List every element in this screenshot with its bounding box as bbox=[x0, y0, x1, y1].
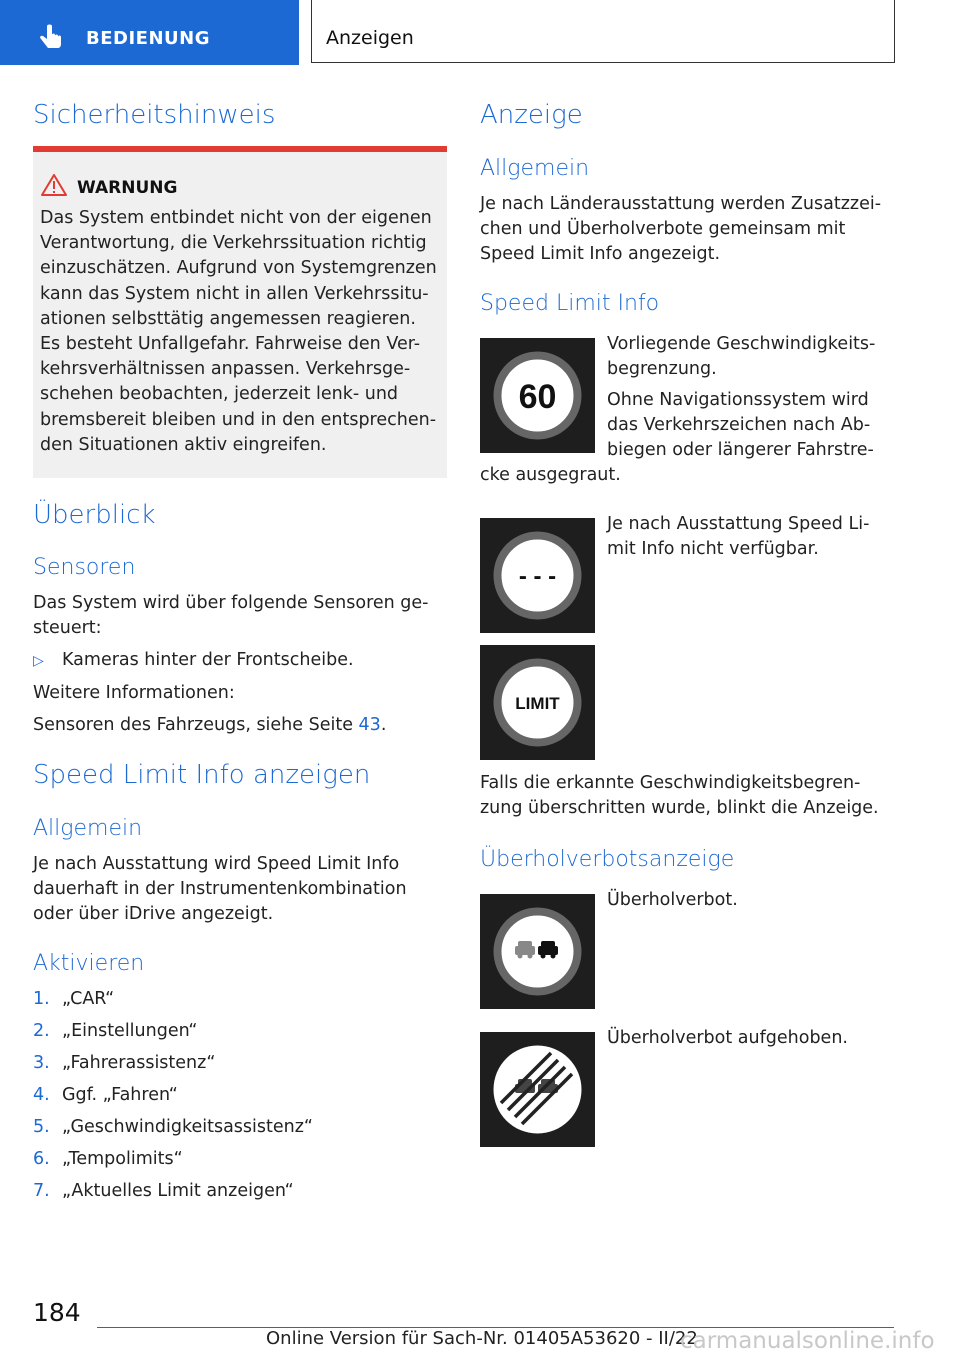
no-overtaking-sign bbox=[480, 894, 595, 1009]
safety-heading: Sicherheitshinweis bbox=[33, 100, 276, 130]
sli-text-3: Je nach Ausstattung Speed Li- mit Info nicht verfügbar. bbox=[607, 514, 870, 559]
hand-touch-icon bbox=[38, 24, 64, 52]
general-heading-left: Allgemein bbox=[33, 816, 143, 841]
section-tab[interactable] bbox=[0, 0, 299, 65]
warning-box bbox=[33, 146, 447, 478]
warning-text: Das System entbindet nicht von der eigenen Verantwortung, die Verkehrssituation richtig einzuschätzen. Aufgrund von Systemgrenzen kann das System nicht in allen Verkehrssitu- ationen selbsttätig angemessen reagieren. Es besteht Unfallgefahr. Fahrweise den Ver- kehrsverhältnissen anpassen. Verkehrsge- schehen beobachten, jederzeit lenk- und bremsbereit bleiben und in den entsprechen- den Situationen aktiv eingreifen. bbox=[40, 208, 437, 455]
svg-text:LIMIT: LIMIT bbox=[515, 694, 560, 713]
overtake-heading: Überholverbotsanzeige bbox=[480, 847, 735, 872]
page-title: Anzeigen bbox=[326, 27, 414, 49]
more-info-label: Weitere Informationen: bbox=[33, 683, 235, 703]
general-heading-right: Allgemein bbox=[480, 156, 590, 181]
sensors-reference: Sensoren des Fahrzeugs, siehe Seite 43. bbox=[33, 715, 387, 735]
svg-text:60: 60 bbox=[518, 378, 557, 416]
overtake-end-text: Überholverbot aufgehoben. bbox=[607, 1028, 848, 1048]
show-heading: Speed Limit Info anzeigen bbox=[33, 760, 371, 790]
sensors-heading: Sensoren bbox=[33, 555, 136, 580]
general-text-left: Je nach Ausstattung wird Speed Limit Info dauerhaft in der Instrumentenkombination oder über iDrive angezeigt. bbox=[33, 854, 407, 924]
speed-limit-60-sign bbox=[480, 338, 595, 453]
end-no-overtaking-sign bbox=[480, 1032, 595, 1147]
svg-text:- - -: - - - bbox=[518, 563, 557, 590]
page-number: 184 bbox=[33, 1298, 81, 1327]
sli-text-2-tail: cke ausgegraut. bbox=[480, 465, 621, 485]
sensors-bullet: ▷ Kameras hinter der Frontscheibe. bbox=[33, 648, 447, 673]
activate-heading: Aktivieren bbox=[33, 951, 145, 976]
page-link-43[interactable]: 43 bbox=[358, 715, 381, 735]
sli-text-2: Ohne Navigationssystem wird das Verkehrszeichen nach Ab- biegen oder längerer Fahrstre- bbox=[607, 390, 874, 460]
overview-heading: Überblick bbox=[33, 500, 156, 530]
speed-limit-unknown-sign bbox=[480, 518, 595, 633]
footer-online-version: Online Version für Sach-Nr. 01405A53620 - II/22 bbox=[266, 1328, 698, 1349]
sensors-text: Das System wird über folgende Sensoren ge- steuert: bbox=[33, 593, 429, 638]
general-text-right: Je nach Länderausstattung werden Zusatzzei- chen und Überholverbote gemeinsam mit Speed Limit Info angezeigt. bbox=[480, 194, 882, 264]
warning-triangle-icon bbox=[41, 174, 67, 196]
speed-limit-limit-sign bbox=[480, 645, 595, 760]
warning-title: WARNUNG bbox=[77, 178, 178, 198]
section-label: BEDIENUNG bbox=[86, 28, 210, 49]
page-title-box bbox=[311, 0, 895, 63]
overtake-text: Überholverbot. bbox=[607, 890, 738, 910]
display-heading: Anzeige bbox=[480, 100, 583, 130]
bullet-triangle-icon: ▷ bbox=[33, 653, 44, 669]
sli-heading: Speed Limit Info bbox=[480, 291, 660, 316]
watermark: carmanualsonline.info bbox=[680, 1328, 935, 1354]
exceed-text: Falls die erkannte Geschwindigkeitsbegren- zung überschritten wurde, blinkt die Anzeige. bbox=[480, 773, 879, 818]
sli-text-1: Vorliegende Geschwindigkeits- begrenzung. bbox=[607, 334, 876, 379]
